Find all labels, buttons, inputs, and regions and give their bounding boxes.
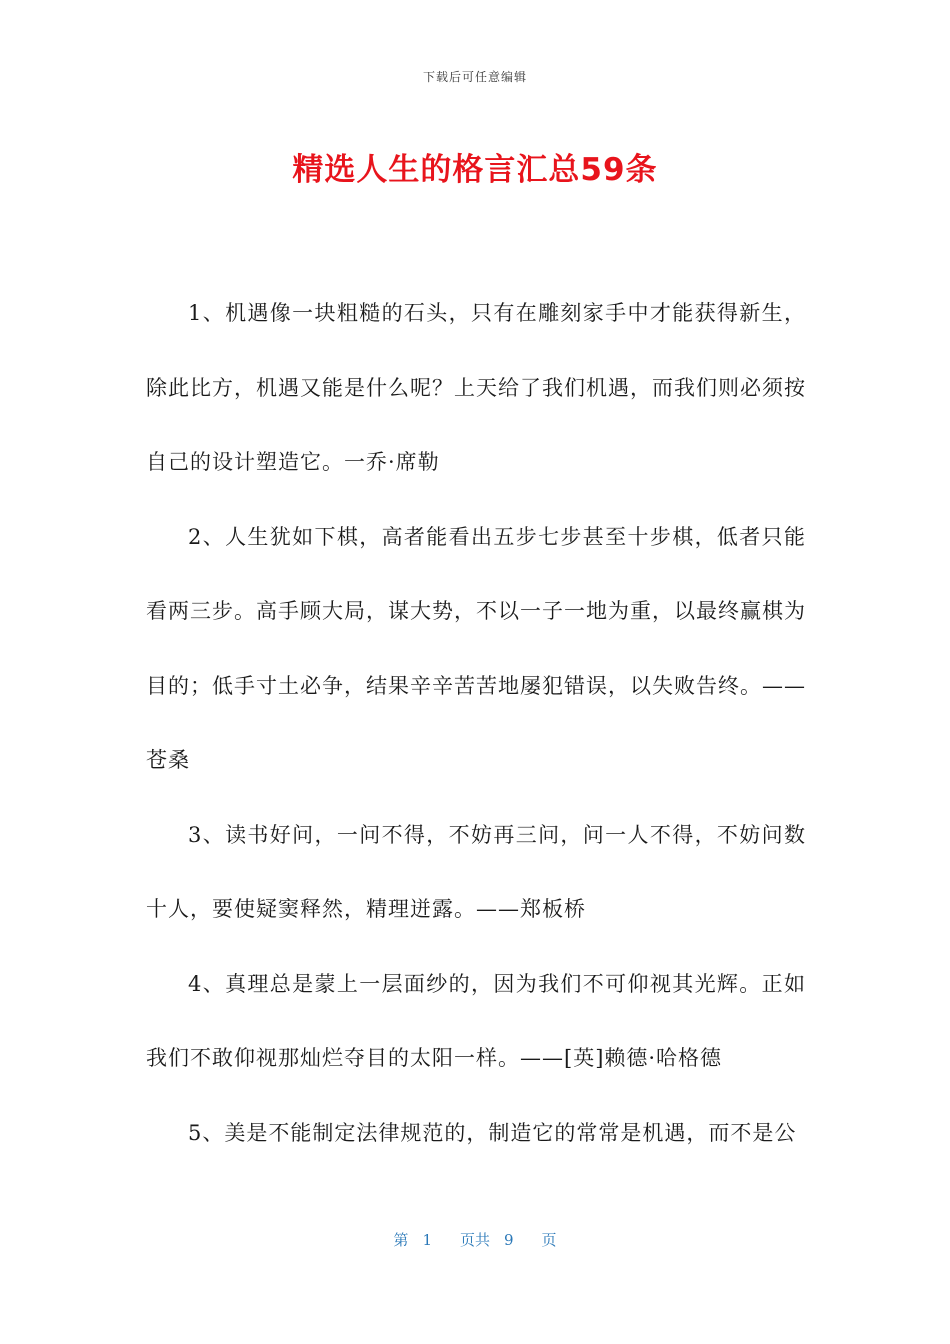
document-body [146,276,806,1170]
footer-suffix: 页 [541,1231,557,1249]
quote-paragraph-1: 1、机遇像一块粗糙的石头，只有在雕刻家手中才能获得新生，除此比方，机遇又能是什么呢？上天给了我们机遇，而我们则必须按自己的设计塑造它。一乔·席勒 [146,301,806,474]
quote-paragraph-2: 2、人生犹如下棋，高者能看出五步七步甚至十步棋，低者只能看两三步。高手顾大局，谋大势，不以一子一地为重，以最终赢棋为目的；低手寸土必争，结果辛辛苦苦地屡犯错误，以失败告终。——苍桑 [146,524,806,772]
footer-middle: 页共 [459,1231,490,1249]
quote-paragraph-5: 5、美是不能制定法律规范的，制造它的常常是机遇，而不是公 [188,1120,797,1145]
footer-current-page: 1 [422,1231,432,1249]
header-note: 下载后可任意编辑 [422,70,527,84]
footer-total-pages: 9 [504,1231,514,1249]
quote-paragraph-3: 3、读书好问，一问不得，不妨再三问，问一人不得，不妨问数十人，要使疑窦释然，精理迸露。——郑板桥 [146,822,806,921]
footer-prefix: 第 [393,1231,409,1249]
document-title: 精选人生的格言汇总59条 [292,152,658,188]
page-footer [0,1229,950,1250]
quote-paragraph-4: 4、真理总是蒙上一层面纱的，因为我们不可仰视其光辉。正如我们不敢仰视那灿烂夺目的太阳一样。——[英]赖德·哈格德 [146,971,806,1070]
